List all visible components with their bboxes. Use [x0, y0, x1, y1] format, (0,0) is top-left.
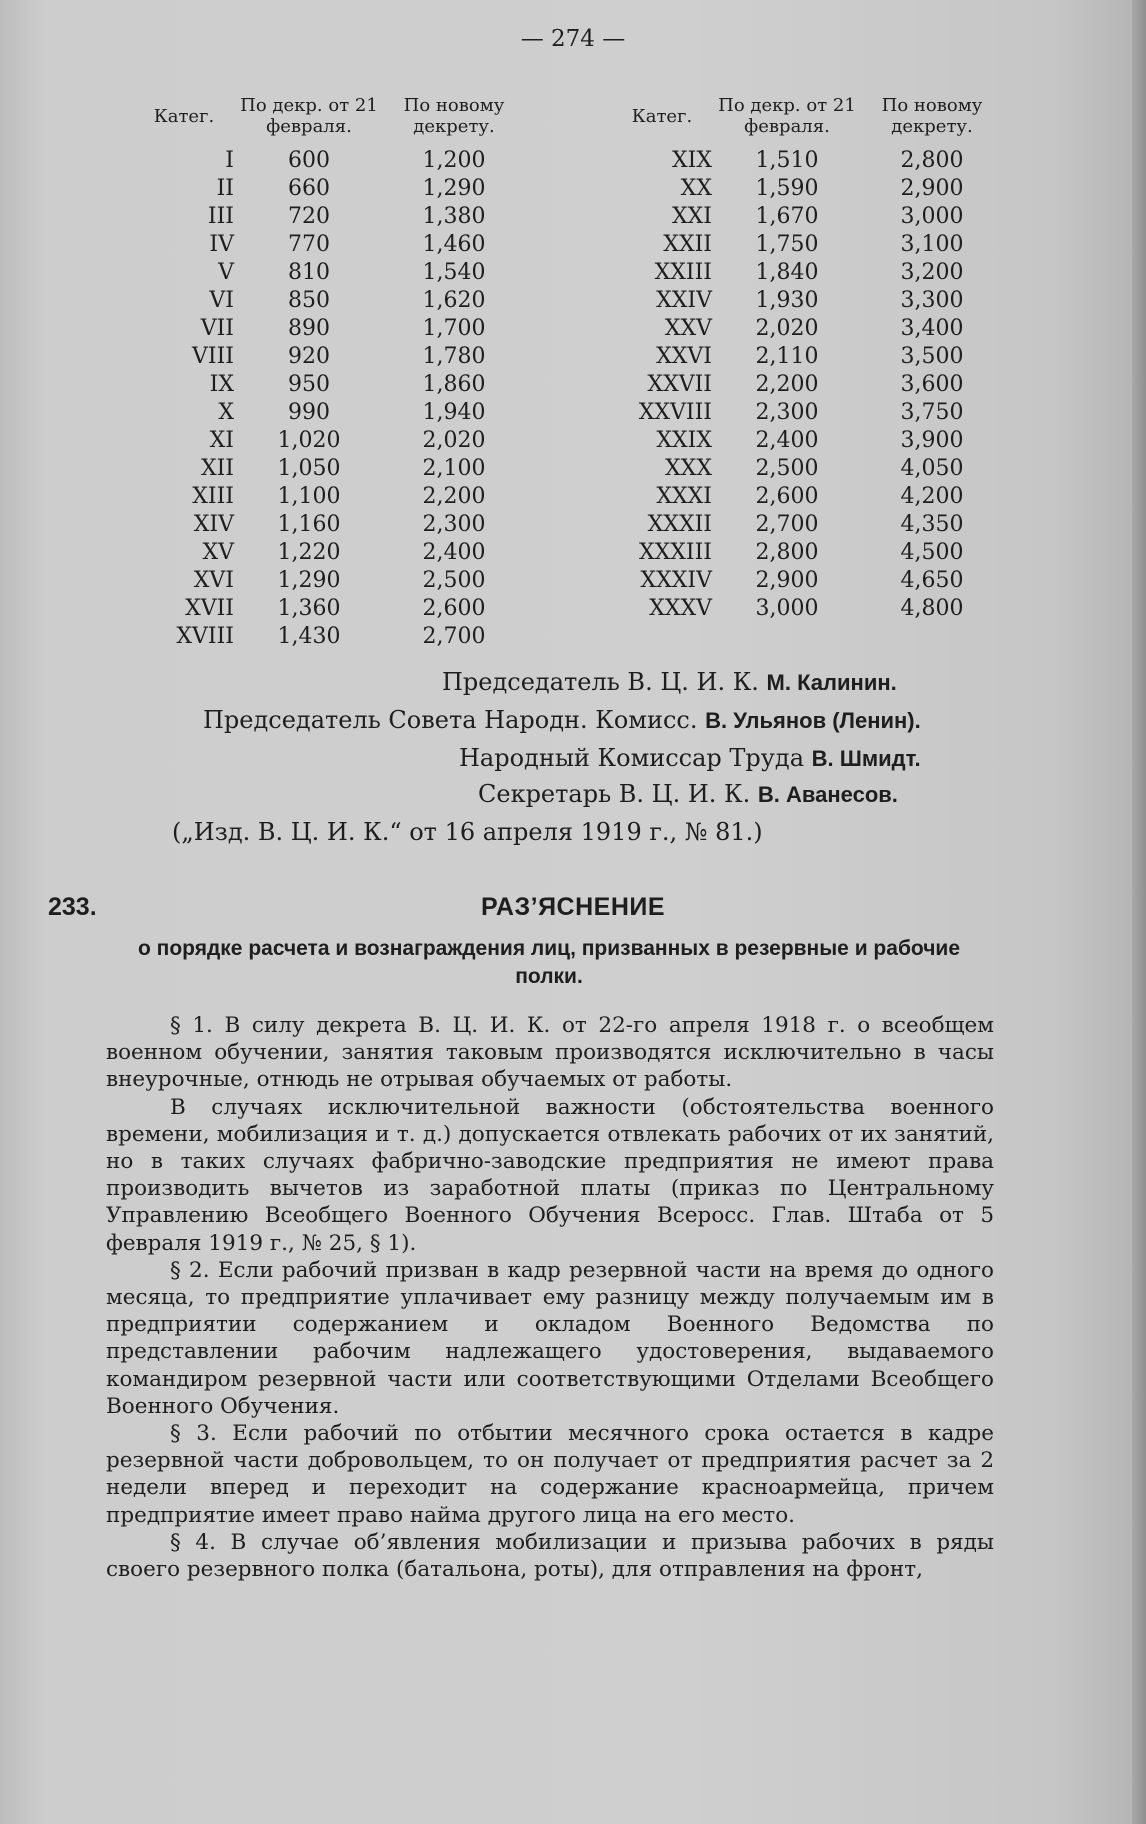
paragraph: В случаях исключительной важности (обстоятельства военного времени, мобилизация и т. д.) допускается отвлекать рабочих от их занятий, но в таких случаях фабрично-заводские предприятия не имеют права производить вычетов из заработной платы (приказ по Центральному Управлению Всеобщего Военного Обучения Всеросс. Глав. Штаба от 5 февраля 1919 г., № 25, § 1).: [106, 1094, 994, 1256]
new-decree-cell: 2,200: [422, 484, 486, 509]
category-cell: XXIV: [656, 288, 712, 313]
new-decree-cell: 2,500: [422, 568, 486, 593]
feb-decree-cell: 1,050: [277, 456, 341, 481]
new-decree-cell: 3,500: [900, 344, 964, 369]
category-cell: XIII: [192, 484, 234, 509]
table-row: [134, 623, 524, 651]
paragraph: § 4. В случае об’явления мобилизации и призыва рабочих в ряды своего резервного полка (батальона, роты), для отправления на фронт,: [106, 1529, 994, 1583]
category-cell: VII: [200, 316, 234, 341]
new-decree-cell: 1,620: [422, 288, 486, 313]
table-row: [134, 203, 524, 231]
header-new-decree: По новому декрету.: [403, 95, 505, 137]
table-row: [134, 399, 524, 427]
signature-line: [442, 668, 897, 696]
table-row: [134, 231, 524, 259]
table-row: [134, 595, 524, 623]
feb-decree-cell: 2,020: [755, 316, 819, 341]
category-cell: X: [218, 400, 234, 425]
category-cell: XXV: [664, 316, 712, 341]
feb-decree-cell: 810: [288, 260, 330, 285]
category-cell: XXVII: [647, 372, 712, 397]
table-row: [612, 539, 1002, 567]
category-cell: XXVI: [656, 344, 712, 369]
signature-name: В. Шмидт.: [811, 746, 921, 771]
category-cell: XXXI: [656, 484, 712, 509]
new-decree-cell: 1,200: [422, 148, 486, 173]
table-row: [134, 137, 524, 175]
new-decree-cell: 3,600: [900, 372, 964, 397]
new-decree-cell: 1,700: [422, 316, 486, 341]
category-cell: XVI: [193, 568, 234, 593]
page-number: — 274 —: [520, 26, 626, 52]
header-feb-decree: По декр. от 21 февраля.: [718, 95, 856, 137]
feb-decree-cell: 2,400: [755, 428, 819, 453]
table-body-right: [612, 137, 1002, 623]
signature-name: М. Калинин.: [766, 670, 897, 695]
new-decree-cell: 2,600: [422, 596, 486, 621]
category-cell: XVII: [185, 596, 234, 621]
signature-title: Председатель В. Ц. И. К.: [442, 668, 759, 696]
header-new-decree: По новому декрету.: [881, 95, 983, 137]
feb-decree-cell: 1,670: [755, 204, 819, 229]
feb-decree-cell: 2,200: [755, 372, 819, 397]
feb-decree-cell: 1,220: [277, 540, 341, 565]
feb-decree-cell: 1,290: [277, 568, 341, 593]
table-row: [134, 371, 524, 399]
category-cell: XI: [209, 428, 234, 453]
new-decree-cell: 1,940: [422, 400, 486, 425]
feb-decree-cell: 2,300: [755, 400, 819, 425]
table-row: [134, 539, 524, 567]
new-decree-cell: 2,300: [422, 512, 486, 537]
table-row: [612, 595, 1002, 623]
new-decree-cell: 3,000: [900, 204, 964, 229]
new-decree-cell: 4,500: [900, 540, 964, 565]
new-decree-cell: 1,540: [422, 260, 486, 285]
category-cell: XII: [200, 456, 234, 481]
table-row: [612, 371, 1002, 399]
table-row: [612, 259, 1002, 287]
table-row: [134, 511, 524, 539]
table-row: [134, 567, 524, 595]
feb-decree-cell: 3,000: [755, 596, 819, 621]
paragraph: § 2. Если рабочий призван в кадр резервной части на время до одного месяца, то предприятие уплачивает ему разницу между получаемым им в предприятии содержанием и окладом Военного Ведомства по представлении рабочим надлежащего удостоверения, выдаваемого командиром резервной части или соответствующими Отделами Всеобщего Военного Обучения.: [106, 1257, 994, 1419]
category-cell: XXXII: [647, 512, 712, 537]
table-row: [612, 455, 1002, 483]
table-row: [134, 343, 524, 371]
signature-title: Председатель Совета Народн. Комисс.: [203, 706, 698, 734]
new-decree-cell: 4,800: [900, 596, 964, 621]
new-decree-cell: 1,380: [422, 204, 486, 229]
feb-decree-cell: 2,600: [755, 484, 819, 509]
feb-decree-cell: 1,930: [755, 288, 819, 313]
table-row: [134, 287, 524, 315]
feb-decree-cell: 990: [288, 400, 330, 425]
table-row: [134, 483, 524, 511]
category-cell: XXXIII: [638, 540, 712, 565]
new-decree-cell: 4,050: [900, 456, 964, 481]
feb-decree-cell: 1,100: [277, 484, 341, 509]
signature-name: В. Ульянов (Ленин).: [705, 708, 921, 733]
category-cell: XXXV: [649, 596, 712, 621]
category-cell: XIX: [671, 148, 712, 173]
feb-decree-cell: 1,430: [277, 624, 341, 649]
table-row: [612, 315, 1002, 343]
new-decree-cell: 4,350: [900, 512, 964, 537]
category-cell: II: [216, 176, 234, 201]
category-cell: XVIII: [176, 624, 234, 649]
feb-decree-cell: 660: [288, 176, 330, 201]
feb-decree-cell: 890: [288, 316, 330, 341]
feb-decree-cell: 1,590: [755, 176, 819, 201]
new-decree-cell: 3,400: [900, 316, 964, 341]
table-row: [612, 511, 1002, 539]
new-decree-cell: 2,900: [900, 176, 964, 201]
new-decree-cell: 2,800: [900, 148, 964, 173]
table-row: [612, 175, 1002, 203]
table-row: [134, 427, 524, 455]
new-decree-cell: 1,860: [422, 372, 486, 397]
feb-decree-cell: 2,700: [755, 512, 819, 537]
feb-decree-cell: 2,900: [755, 568, 819, 593]
document-number: 233.: [48, 893, 97, 921]
feb-decree-cell: 600: [288, 148, 330, 173]
category-cell: IX: [209, 372, 234, 397]
feb-decree-cell: 1,750: [755, 232, 819, 257]
table-row: [134, 455, 524, 483]
table-row: [612, 287, 1002, 315]
feb-decree-cell: 1,160: [277, 512, 341, 537]
category-cell: XXIII: [654, 260, 712, 285]
table-row: [612, 137, 1002, 175]
new-decree-cell: 4,200: [900, 484, 964, 509]
feb-decree-cell: 770: [288, 232, 330, 257]
signature-name: В. Аванесов.: [757, 782, 898, 807]
category-cell: XXII: [663, 232, 712, 257]
new-decree-cell: 2,100: [422, 456, 486, 481]
feb-decree-cell: 1,510: [755, 148, 819, 173]
new-decree-cell: 2,020: [422, 428, 486, 453]
new-decree-cell: 3,100: [900, 232, 964, 257]
table-row: [612, 567, 1002, 595]
table-row: [134, 259, 524, 287]
feb-decree-cell: 2,500: [755, 456, 819, 481]
table-row: [612, 483, 1002, 511]
table-row: [612, 427, 1002, 455]
feb-decree-cell: 2,800: [755, 540, 819, 565]
category-cell: XXVIII: [638, 400, 712, 425]
table-row: [134, 315, 524, 343]
salary-table-left: [134, 95, 524, 651]
salary-table-right: [612, 95, 1002, 623]
category-cell: XX: [680, 176, 712, 201]
signature-line: [459, 744, 921, 772]
category-cell: XXX: [665, 456, 712, 481]
new-decree-cell: 1,460: [422, 232, 486, 257]
feb-decree-cell: 950: [288, 372, 330, 397]
new-decree-cell: 3,200: [900, 260, 964, 285]
table-row: [134, 175, 524, 203]
signature-title: Народный Комиссар Труда: [459, 744, 804, 772]
new-decree-cell: 2,700: [422, 624, 486, 649]
new-decree-cell: 1,290: [422, 176, 486, 201]
table-row: [612, 231, 1002, 259]
new-decree-cell: 3,900: [900, 428, 964, 453]
new-decree-cell: 1,780: [422, 344, 486, 369]
new-decree-cell: 3,300: [900, 288, 964, 313]
category-cell: VI: [209, 288, 234, 313]
document-title: РАЗ’ЯСНЕНИЕ: [480, 893, 666, 921]
category-cell: III: [207, 204, 234, 229]
paragraph: § 1. В силу декрета В. Ц. И. К. от 22-го апреля 1918 г. о всеобщем военном обучении, занятия таковым производятся исключительно в часы внеурочные, отнюдь не отрывая обучаемых от работы.: [106, 1013, 994, 1093]
category-cell: IV: [209, 232, 234, 257]
category-cell: VIII: [192, 344, 234, 369]
feb-decree-cell: 1,020: [277, 428, 341, 453]
table-row: [612, 343, 1002, 371]
source-citation: („Изд. В. Ц. И. К.“ от 16 апреля 1919 г., № 81.): [172, 818, 763, 846]
feb-decree-cell: 2,110: [755, 344, 819, 369]
header-category: Катег.: [153, 105, 215, 127]
table-row: [612, 399, 1002, 427]
feb-decree-cell: 720: [288, 204, 330, 229]
document-body: [106, 1012, 994, 1583]
category-cell: I: [225, 148, 234, 173]
table-row: [612, 203, 1002, 231]
new-decree-cell: 3,750: [900, 400, 964, 425]
category-cell: V: [218, 260, 234, 285]
header-feb-decree: По декр. от 21 февраля.: [240, 95, 378, 137]
document-subtitle: о порядке расчета и вознаграждения лиц, призванных в резервные и рабочие полки.: [137, 937, 960, 988]
feb-decree-cell: 1,840: [755, 260, 819, 285]
category-cell: XXIX: [656, 428, 712, 453]
category-cell: XIV: [193, 512, 234, 537]
category-cell: XV: [202, 540, 234, 565]
feb-decree-cell: 920: [288, 344, 330, 369]
signature-line: [478, 780, 898, 808]
header-category: Катег.: [631, 105, 693, 127]
table-body-left: [134, 137, 524, 651]
new-decree-cell: 4,650: [900, 568, 964, 593]
category-cell: XXI: [671, 204, 712, 229]
feb-decree-cell: 850: [288, 288, 330, 313]
signature-title: Секретарь В. Ц. И. К.: [478, 780, 751, 808]
feb-decree-cell: 1,360: [277, 596, 341, 621]
paragraph: § 3. Если рабочий по отбытии месячного срока остается в кадре резервной части добровольцем, то он получает от предприятия расчет за 2 недели вперед и переходит на содержание красноармейца, причем предприятие имеет право найма другого лица на его место.: [106, 1421, 994, 1528]
category-cell: XXXIV: [640, 568, 712, 593]
signature-line: [203, 706, 921, 734]
new-decree-cell: 2,400: [422, 540, 486, 565]
